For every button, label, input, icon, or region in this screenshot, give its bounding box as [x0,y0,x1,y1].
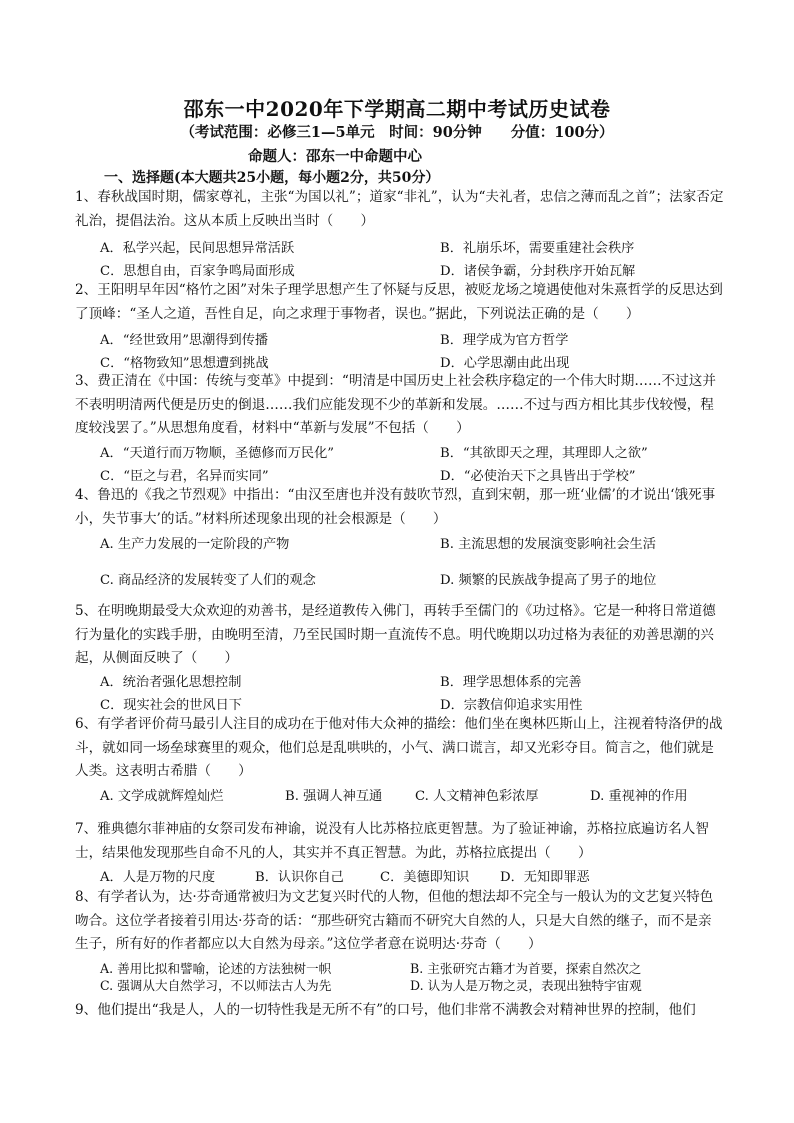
question-5-option-b: B．理学思想体系的完善 [440,675,582,690]
question-1-option-a: A．私学兴起，民间思想异常活跃 [100,241,295,256]
question-8-stem: 8、有学者认为，达·芬奇通常被归为文艺复兴时代的人物，但他的想法却不完全与一般认为的文艺复兴特色吻合。这位学者接着引用达·芬奇的话：“那些研究古籍而不研究大自然的人，只是大自然的继子，而不是亲生子，所有好的作者都应以大自然为母亲。”这位学者意在说明达·芬奇（ ） [75,889,714,952]
question-8-option-d: D. 认为人是万物之灵，表现出独特宇宙观 [410,978,642,993]
question-1-option-d: D．诸侯争霸，分封秩序开始瓦解 [440,264,636,279]
question-5-stem: 5、在明晚期最受大众欢迎的劝善书，是经道教传入佛门，再转手至儒门的《功过格》。它是一种将日常道德行为量化的实践手册，由晚明至清，乃至民国时期一直流传不息。明代晚期以功过格为表征的劝善思潮的兴起，从侧面反映了（ ） [75,603,716,666]
question-4-option-b: B. 主流思想的发展演变影响社会生活 [440,537,656,552]
question-6-option-c: C. 人文精神色彩浓厚 [415,789,539,804]
question-6-option-a: A. 文学成就辉煌灿烂 [100,789,224,804]
question-4-stem: 4、鲁迅的《我之节烈观》中指出：“由汉至唐也并没有鼓吹节烈，直到宋朝，那一班‘业儒’的才说出‘饿死事小，失节事大’的话。”材料所述现象出现的社会根源是（ ） [75,487,716,527]
question-6-option-b: B. 强调人神互通 [285,789,383,804]
question-8-option-c: C. 强调从大自然学习，不以师法古人为先 [100,978,332,993]
question-3-option-c: C．“臣之与君，名异而实同” [100,469,269,484]
question-3-stem: 3、费正清在《中国：传统与变革》中提到：“明清是中国历史上社会秩序稳定的一个伟大时期……不过这并不表明明清两代便是历史的倒退……我们应能发现不少的革新和发展。……不过与西方相比其步伐较慢，程度较浅罢了。”从思想角度看，材料中“革新与发展”不包括（ ） [75,373,716,436]
question-4-option-a: A. 生产力发展的一定阶段的产物 [100,537,290,552]
question-3-option-d: D．“必使治天下之具皆出于学校” [440,469,636,484]
question-9-stem: 9、他们提出“我是人，人的一切特性我是无所不有”的口号，他们非常不满教会对精神世界的控制，他们 [75,1002,696,1018]
question-3-option-a: A．“天道行而万物顺，圣德修而万民化” [100,446,335,461]
question-4-option-c: C. 商品经济的发展转变了人们的观念 [100,573,316,588]
section-heading: 一、选择题(本大题共25小题，每小题2分，共50分） [104,170,440,186]
question-7-option-a: A．人是万物的尺度 [100,870,216,885]
question-5-option-d: D．宗教信仰追求实用性 [440,698,583,713]
question-1-option-b: B．礼崩乐坏，需要重建社会秩序 [440,241,635,256]
question-3-option-b: B．“其欲即天之理，其理即人之欲” [440,446,648,461]
question-1-option-c: C．思想自由，百家争鸣局面形成 [100,264,295,279]
question-7-option-d: D．无知即罪恶 [500,870,590,885]
question-8-option-b: B. 主张研究古籍才为首要，探索自然次之 [410,961,642,976]
exam-title: 邵东一中2020年下学期高二期中考试历史试卷 [183,97,611,121]
question-5-option-a: A．统治者强化思想控制 [100,675,242,690]
question-2-option-d: D．心学思潮由此出现 [440,356,570,371]
question-6-stem: 6、有学者评价荷马最引人注目的成功在于他对伟大众神的描绘：他们坐在奥林匹斯山上，注视着特洛伊的战斗，就如同一场垒球赛里的观众，他们总是乱哄哄的，小气、满口谎言，却又光彩夺目。简言之，他们就是人类。这表明古希腊（ ） [75,716,723,779]
question-7-option-b: B．认识你自己 [255,870,344,885]
question-2-option-c: C．“格物致知”思想遭到挑战 [100,356,269,371]
exam-subtitle: （考试范围：必修三1—5单元 时间：90分钟 分值：100分） [180,124,614,141]
question-7-option-c: C．美德即知识 [380,870,470,885]
question-1-stem: 1、春秋战国时期，儒家尊礼，主张“为国以礼”；道家“非礼”，认为“夫礼者，忠信之薄而乱之首”；法家否定礼治，提倡法治。这从本质上反映出当时（ ） [75,189,724,229]
question-2-option-b: B．理学成为官方哲学 [440,333,569,348]
exam-author: 命题人：邵东一中命题中心 [248,148,422,165]
question-6-option-d: D. 重视神的作用 [590,789,688,804]
question-2-option-a: A．“经世致用”思潮得到传播 [100,333,269,348]
question-4-option-d: D. 频繁的民族战争提高了男子的地位 [440,573,657,588]
question-2-stem: 2、王阳明早年因“格竹之困”对朱子理学思想产生了怀疑与反思，被贬龙场之境遇使他对朱熹哲学的反思达到了顶峰：“圣人之道，吾性自足，向之求理于事物者，误也。”据此，下列说法正确的是（ ） [75,282,723,322]
question-7-stem: 7、雅典德尔菲神庙的女祭司发布神谕，说没有人比苏格拉底更智慧。为了验证神谕，苏格拉底遍访名人智士，结果他发现那些自命不凡的人，其实并不真正智慧。为此，苏格拉底提出（ ） [75,821,709,861]
question-8-option-a: A. 善用比拟和譬喻，论述的方法独树一帜 [100,961,332,976]
question-5-option-c: C．现实社会的世风日下 [100,698,242,713]
